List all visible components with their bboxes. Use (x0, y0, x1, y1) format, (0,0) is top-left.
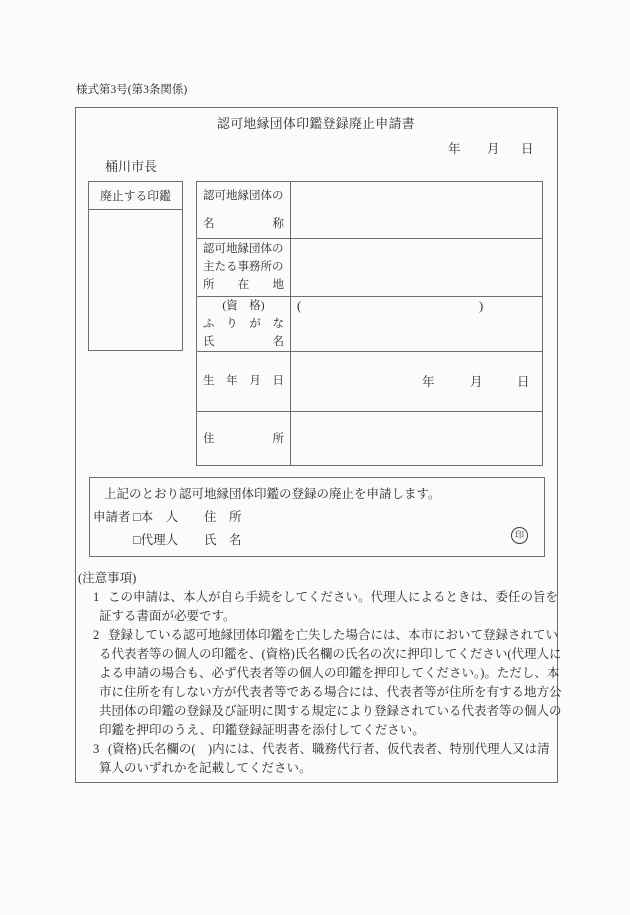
seal-impression-area[interactable] (89, 210, 182, 350)
row-label-line: 認可地縁団体の (203, 190, 284, 202)
principal-checkbox[interactable]: □ (133, 510, 141, 524)
note-item-text: る代表者等の個人の印鑑を、(資格)氏名欄の氏名の次に押印してください(代理人に (99, 647, 562, 661)
notes-section (78, 569, 562, 778)
note-item-3-line (78, 759, 544, 778)
document-title: 認可地縁団体印鑑登録廃止申請書 (217, 117, 415, 131)
note-item-1-line (78, 588, 559, 607)
field-address[interactable] (291, 411, 542, 466)
seal-to-cancel-label: 廃止する印鑑 (89, 182, 182, 210)
seal-stamp-mark-icon: 印 (511, 527, 528, 544)
table-row-birth-date (197, 351, 542, 412)
birth-date-unit-label: 日 (517, 375, 530, 389)
declaration-statement: 上記のとおり認可地縁団体印鑑の登録の廃止を申請します。 (104, 487, 441, 501)
field-organization-name[interactable] (291, 182, 542, 238)
note-item-1-line (78, 607, 544, 626)
note-item-2-line (78, 645, 562, 664)
note-item-number: 1 (93, 590, 100, 604)
note-item-3-line (78, 740, 550, 759)
note-item-text: 算人のいずれかを記載してください。 (99, 761, 312, 775)
field-office-address[interactable] (291, 238, 542, 296)
note-item-number: 3 (93, 742, 100, 756)
table-row-qualification-name (197, 296, 542, 352)
field-qualification-name[interactable] (291, 296, 542, 351)
row-label-line: 所 在 地 (203, 279, 284, 291)
principal-label: 本 人 (140, 510, 179, 524)
row-label-line: 名 称 (203, 218, 284, 230)
addressee-mayor-label: 桶川市長 (105, 159, 158, 174)
header-date-year-label: 年 (448, 142, 461, 156)
applicant-name-field-label: 氏 名 (204, 533, 242, 547)
table-row-organization-name (197, 182, 542, 239)
note-item-text: 証する書面が必要です。 (99, 609, 236, 623)
note-item-text: この申請は、本人が自ら手続をしてください。代理人によるときは、委任の旨を (108, 590, 559, 604)
agent-option (133, 533, 178, 548)
qualification-paren-close: ) (479, 299, 484, 313)
note-item-text: 市に住所を有しない方が代表者等である場合には、代表者等が住所を有する地方公 (99, 685, 562, 699)
field-birth-date[interactable] (291, 351, 542, 411)
row-label-address (197, 411, 291, 466)
row-label-line: (資 格) (222, 299, 265, 312)
note-item-2-line (78, 702, 562, 721)
row-label-office-address (197, 238, 291, 296)
note-item-text: よる申請の場合も、必ず代表者等の個人の印鑑を押印してください。)。ただし、本 (99, 666, 560, 680)
birth-date-unit-label: 年 (422, 375, 435, 389)
table-row-address (197, 411, 542, 466)
note-item-text: 共団体の印鑑の登録及び証明に関する規定により登録されている代表者等の個人の (99, 704, 562, 718)
applicant-address-field-label: 住 所 (204, 510, 242, 524)
table-row-office-address (197, 238, 542, 297)
note-item-text: (資格)氏名欄の( )内には、代表者、職務代行者、仮代表者、特別代理人又は清 (108, 742, 550, 756)
row-label-line: 認可地縁団体の (203, 243, 284, 255)
row-label-line: 生 年 月 日 (203, 375, 284, 387)
qualification-paren-open: ( (297, 299, 302, 313)
row-label-organization-name (197, 182, 291, 238)
principal-option (133, 510, 178, 525)
notes-header: (注意事項) (78, 571, 137, 585)
header-date-day-label: 日 (521, 142, 534, 156)
note-item-number: 2 (93, 628, 100, 642)
agent-checkbox[interactable]: □ (133, 533, 141, 547)
seal-to-cancel-box (88, 181, 183, 351)
form-number-label: 様式第3号(第3条関係) (76, 84, 188, 96)
header-date-month-label: 月 (487, 142, 500, 156)
applicant-label: 申請者 (93, 510, 131, 524)
note-item-2-line (78, 683, 562, 702)
agent-label: 代理人 (140, 533, 179, 547)
note-item-2-line (78, 664, 560, 683)
note-item-text: 印鑑を押印のうえ、印鑑登録証明書を添付してください。 (99, 723, 425, 737)
note-item-text: 登録している認可地縁団体印鑑を亡失した場合には、本市において登録されてい (108, 628, 559, 642)
birth-date-unit-label: 月 (470, 375, 483, 389)
row-label-line: ふ り が な (203, 317, 284, 330)
row-label-line: 氏 名 (203, 335, 284, 348)
note-item-2-line (78, 721, 544, 740)
row-label-line: 主たる事務所の (203, 261, 284, 273)
row-label-qualification-name (197, 296, 291, 351)
applicant-declaration-box (89, 477, 545, 557)
note-item-2-line (78, 626, 559, 645)
seal-info-table (196, 181, 543, 466)
row-label-line: 住 所 (203, 432, 284, 445)
row-label-birth-date (197, 351, 291, 411)
